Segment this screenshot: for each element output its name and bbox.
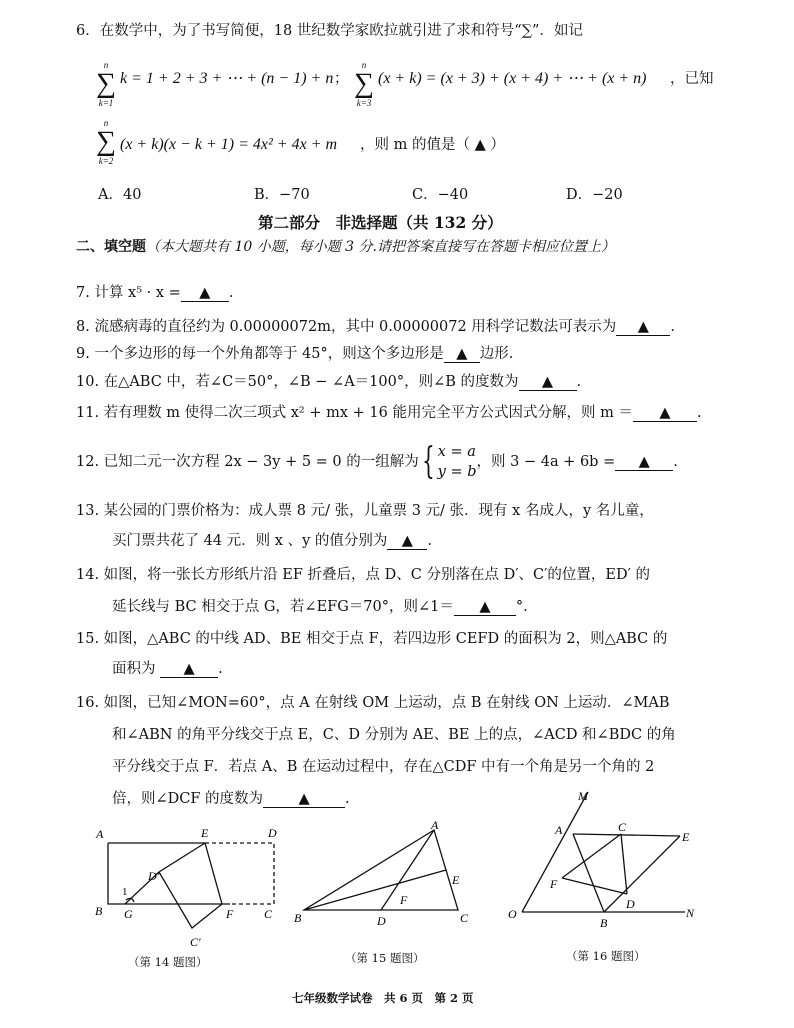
question-12: 12. 已知二元一次方程 2x − 3y + 5 = 0 的一组解为{ x = a y = b ，则 3 − 4a + 6b = ▲ . [76,441,678,482]
figure-16 [500,784,710,934]
label-a: A [555,823,563,837]
section-fill-in-header: 二、填空题（本大题共有 10 小题，每小题 3 分.请把答案直接写在答题卡相应位置上） [76,239,615,255]
question-6-intro: 6．在数学中，为了书写简便，18 世纪数学家欧拉就引进了求和符号“∑”．如记 [76,23,583,39]
label-c: C [264,907,273,921]
question-10: 10. 在△ABC 中，若∠C＝50°，∠B − ∠A＝100°，则∠B 的度数为 ▲ . [76,374,582,390]
option-b: B．−70 [254,187,310,203]
label-a: A [431,818,439,832]
bisector-ae [573,834,680,836]
segment-cd [621,834,627,894]
sum-3-expression: (x + k)(x − k + 1) = 4x² + 4x + m [120,136,338,153]
question-11: 11. 若有理数 m 使得二次三项式 x² + mx + 16 能用完全平方公式因式分解，则 m ＝ ▲ . [76,405,702,421]
label-n: N [686,906,695,920]
equation-system: x = a y = b [437,444,477,480]
question-13-line-1: 13. 某公园的门票价格为：成人票 8 元/ 张，儿童票 3 元/ 张．现有 x 名成人，y 名儿童， [76,503,654,519]
label-angle-1: 1 [122,886,128,898]
fold-line-ef [205,843,222,904]
answer-blank-7[interactable]: ▲ [181,285,229,302]
question-14-line-2: 延长线与 BC 相交于点 G，若∠EFG＝70°，则∠1＝ ▲ °. [112,599,528,615]
option-a: A．40 [98,187,142,203]
label-e: E [682,830,690,844]
label-o: O [508,907,517,921]
figure-14-caption: （第 14 题图） [128,955,208,969]
label-d: D [268,826,277,840]
question-7: 7. 计算 x⁵ · x = ▲ . [76,285,234,301]
label-b: B [600,916,608,930]
label-c: C [618,820,627,834]
ray-om [522,792,588,912]
bisector-df [562,878,627,894]
label-g: G [124,907,133,921]
bisector-cf [562,834,621,878]
label-e: E [201,826,209,840]
question-15-line-1: 15. 如图，△ABC 的中线 AD、BE 相交于点 F，若四边形 CEFD 的面积为 2，则△ABC 的 [76,631,668,647]
sum-2-expression: (x + k) = (x + 3) + (x + 4) + ⋯ + (x + n) [378,70,647,87]
answer-blank-16[interactable]: ▲ [263,791,345,808]
line-ed-prime-g [125,843,205,904]
question-13-line-2: 买门票共花了 44 元．则 x 、y 的值分别为 ▲ . [112,533,432,549]
unfolded-region [205,843,274,904]
answer-blank-9[interactable]: ▲ [444,346,480,363]
figure-15-caption: （第 15 题图） [345,951,425,965]
triangle-abc [304,830,458,910]
answer-blank-10[interactable]: ▲ [519,374,577,391]
question-16-line-4: 倍，则∠DCF 的度数为 ▲ . [112,791,350,807]
bisector-be [604,836,680,912]
question-6-known: ，已知 [670,71,714,87]
sum-separator: ； [334,71,349,87]
figure-14 [90,820,290,950]
option-d: D．−20 [566,187,623,203]
median-be [304,870,446,910]
label-f: F [226,907,234,921]
part-two-title: 第二部分 非选择题（共 132 分） [258,213,503,232]
folded-flap [159,872,222,928]
label-c: C [460,911,469,925]
answer-blank-13[interactable]: ▲ [387,533,427,550]
question-6-ask: ，则 m 的值是（ ▲ ） [360,137,505,153]
figure-15 [290,818,480,938]
sum-1-expression: k = 1 + 2 + 3 + ⋯ + (n − 1) + n [120,70,334,87]
label-m: M [578,789,588,803]
label-f: F [400,893,408,907]
option-c: C．−40 [412,187,469,203]
label-c-prime: C′ [190,935,201,949]
label-b: B [95,904,103,918]
answer-blank-11[interactable]: ▲ [633,405,697,422]
label-d-prime: D′ [148,869,160,883]
question-16-line-2: 和∠ABN 的角平分线交于点 E，C、D 分别为 AE、BE 上的点，∠ACD 和∠BDC 的角 [112,727,676,743]
label-d: D [626,897,635,911]
sum-symbol-3: n ∑ k=2 [96,118,116,166]
answer-blank-8[interactable]: ▲ [616,319,670,336]
question-16-line-1: 16. 如图，已知∠MON=60°，点 A 在射线 OM 上运动，点 B 在射线 ON 上运动．∠MAB [76,695,670,711]
question-15-line-2: 面积为 ▲ . [112,661,223,677]
answer-blank-12[interactable]: ▲ [615,454,673,471]
label-d: D [377,914,386,928]
label-f: F [550,877,558,891]
segment-ab [573,834,604,912]
label-a: A [96,827,104,841]
question-14-line-1: 14. 如图，将一张长方形纸片沿 EF 折叠后，点 D、C 分别落在点 D′、C′的位置，ED′ 的 [76,567,650,583]
label-b: B [294,911,302,925]
equation-system-brace: { [421,441,435,482]
median-ad [381,830,434,910]
question-8: 8. 流感病毒的直径约为 0.00000072m，其中 0.00000072 用科学记数法可表示为 ▲ . [76,319,675,335]
question-9: 9. 一个多边形的每一个外角都等于 45°，则这个多边形是 ▲ 边形. [76,346,514,362]
sum-symbol-2: n ∑ k=3 [354,60,374,108]
label-e: E [452,873,460,887]
sum-symbol-1: n ∑ k=1 [96,60,116,108]
figure-16-caption: （第 16 题图） [566,949,646,963]
page-footer: 七年级数学试卷 共 6 页 第 2 页 [292,991,474,1005]
question-16-line-3: 平分线交于点 F．若点 A、B 在运动过程中，存在△CDF 中有一个角是另一个角的 2 [112,759,655,775]
answer-blank-14[interactable]: ▲ [454,599,516,616]
answer-blank-15[interactable]: ▲ [160,661,218,678]
